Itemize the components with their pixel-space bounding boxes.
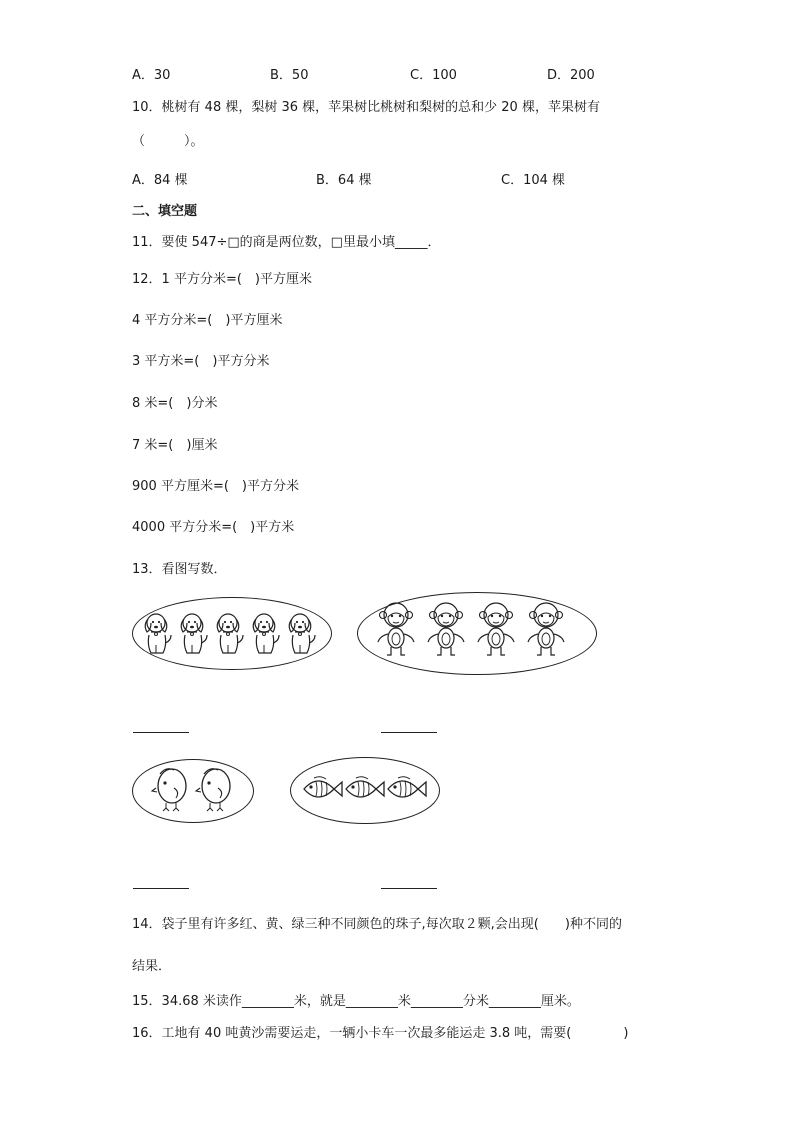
- fish-icon: [388, 777, 426, 797]
- q9-option-b: B．50: [270, 68, 309, 83]
- q12-line-7: 4000 平方分米=( )平方米: [132, 520, 295, 535]
- q10-paren: （ ）。: [132, 134, 204, 149]
- answer-blank-fish[interactable]: [381, 888, 437, 889]
- answer-blank-chicks[interactable]: [133, 888, 189, 889]
- monkey-icon: [428, 603, 464, 655]
- dog-icon: [181, 614, 207, 653]
- chick-icon: [196, 769, 230, 811]
- q12-line-1: 12．1 平方分米=( )平方厘米: [132, 272, 312, 287]
- chick-icon: [152, 769, 186, 811]
- q9-option-d: D．200: [547, 68, 595, 83]
- q12-line-5: 7 米=( )厘米: [132, 438, 218, 453]
- q9-option-a: A．30: [132, 68, 171, 83]
- answer-blank-dogs[interactable]: [133, 732, 189, 733]
- q12-line-2: 4 平方分米=( )平方厘米: [132, 313, 283, 328]
- q16-text: 16．工地有 40 吨黄沙需要运走，一辆小卡车一次最多能运走 3.8 吨，需要( ): [132, 1026, 629, 1041]
- monkey-icon: [528, 603, 564, 655]
- q12-line-4: 8 米=( )分米: [132, 396, 218, 411]
- q10-option-c: C．104 棵: [501, 173, 566, 188]
- q13-stem: 13．看图写数．: [132, 562, 227, 577]
- fish-group: [302, 773, 432, 809]
- fish-icon: [304, 777, 342, 797]
- answer-blank-monkeys[interactable]: [381, 732, 437, 733]
- monkey-icon: [378, 603, 414, 655]
- q10-option-b: B．64 棵: [316, 173, 372, 188]
- q10-option-a: A．84 棵: [132, 173, 188, 188]
- q14-line-2: 结果．: [132, 959, 172, 974]
- dog-icon: [289, 614, 315, 653]
- q11-text: 11．要使 547÷□的商是两位数，□里最小填_____．: [132, 235, 441, 250]
- dog-icon: [217, 614, 243, 653]
- q12-line-3: 3 平方米=( )平方分米: [132, 354, 270, 369]
- q12-line-6: 900 平方厘米=( )平方分米: [132, 479, 299, 494]
- monkey-group: [376, 601, 576, 663]
- monkey-icon: [478, 603, 514, 655]
- dog-icon: [145, 614, 171, 653]
- q10-stem: 10．桃树有 48 棵，梨树 36 棵，苹果树比桃树和梨树的总和少 20 棵，苹果树有: [132, 100, 600, 115]
- q15-text: 15．34.68 米读作________米，就是________米________分米________厘米。: [132, 994, 580, 1009]
- dog-group: [142, 607, 322, 659]
- q14-line-1: 14．袋子里有许多红、黄、绿三种不同颜色的珠子,每次取２颗,会出现( )种不同的: [132, 917, 622, 932]
- chick-group: [150, 766, 240, 816]
- section-title: 二、填空题: [132, 204, 198, 219]
- q9-option-c: C．100: [410, 68, 457, 83]
- dog-icon: [253, 614, 279, 653]
- fish-icon: [346, 777, 384, 797]
